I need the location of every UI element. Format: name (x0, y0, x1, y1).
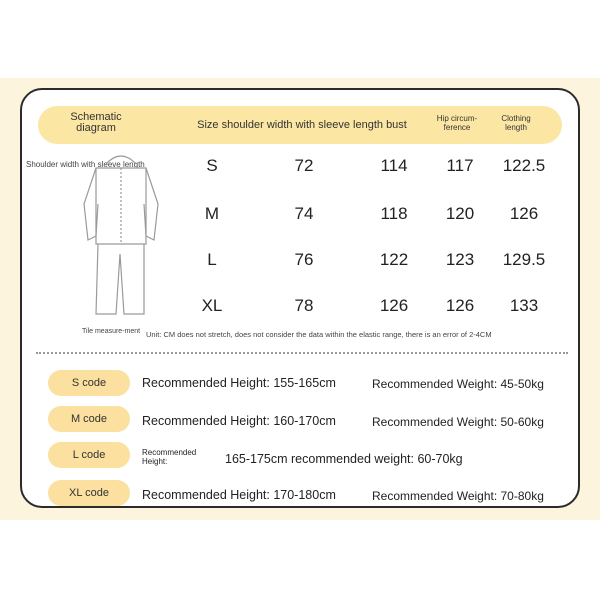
bust-s: 114 (380, 156, 408, 175)
header-schematic: Schematic diagram (70, 111, 122, 134)
hip-xl: 126 (445, 296, 475, 315)
weight-m: Recommended Weight: 50-60kg (372, 415, 544, 429)
size-l: L (207, 250, 217, 269)
weight-l: 165-175cm recommended weight: 60-70kg (225, 452, 463, 466)
height-xl: Recommended Height: 170-180cm (142, 488, 336, 502)
header-size-columns: Size shoulder width with sleeve length bust (197, 119, 407, 131)
weight-s: Recommended Weight: 45-50kg (372, 377, 544, 391)
header-hip: Hip circum-ference (436, 114, 478, 132)
hip-l: 123 (445, 250, 475, 269)
height-l: Recommended Height: (142, 448, 197, 466)
bust-m: 118 (380, 204, 408, 223)
code-pill-l: L code (48, 442, 130, 468)
size-chart-card (20, 88, 580, 508)
shoulder-xl: 78 (294, 296, 314, 315)
diagram-label: Shoulder width with sleeve length (26, 160, 145, 169)
unit-note: Unit: CM does not stretch, does not consider the data within the elastic range, there is an error of 2-4CM (146, 330, 492, 339)
height-m: Recommended Height: 160-170cm (142, 414, 336, 428)
code-pill-xl: XL code (48, 480, 130, 506)
shoulder-s: 72 (294, 156, 314, 175)
length-s: 122.5 (502, 156, 546, 175)
header-clothing-length: Clothing length (501, 114, 531, 132)
hip-m: 120 (445, 204, 475, 223)
dotted-divider (36, 352, 568, 354)
size-m: M (204, 204, 220, 223)
hip-s: 117 (446, 156, 474, 175)
size-xl: XL (201, 296, 223, 315)
bust-l: 122 (379, 250, 409, 269)
shoulder-l: 76 (294, 250, 314, 269)
length-xl: 133 (509, 296, 539, 315)
bust-xl: 126 (379, 296, 409, 315)
length-m: 126 (509, 204, 539, 223)
pajama-outline-figure (66, 144, 176, 334)
code-pill-m: M code (48, 406, 130, 432)
code-pill-s: S code (48, 370, 130, 396)
shoulder-m: 74 (294, 204, 314, 223)
height-s: Recommended Height: 155-165cm (142, 376, 336, 390)
weight-xl: Recommended Weight: 70-80kg (372, 489, 544, 503)
measurement-note-left: Tile measure-ment (82, 328, 141, 335)
length-l: 129.5 (502, 250, 546, 269)
size-s: S (206, 156, 218, 175)
